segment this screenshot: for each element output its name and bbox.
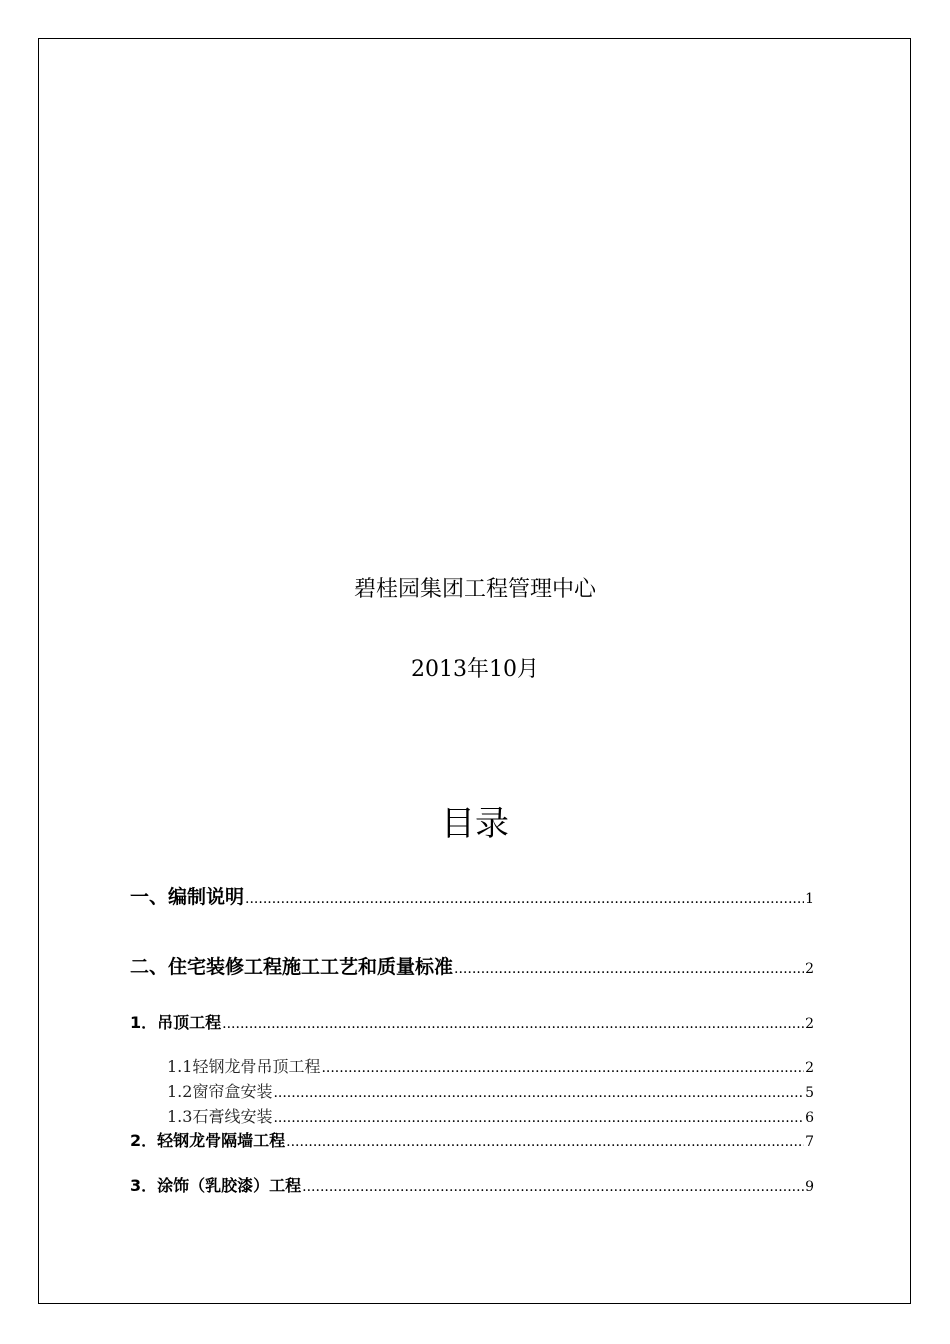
- toc-leader-dots: [302, 1179, 804, 1195]
- toc-entry-label: 3．涂饰（乳胶漆）工程: [130, 1176, 302, 1195]
- toc-entry-latex-paint[interactable]: [130, 1173, 814, 1196]
- toc-leader-dots: [222, 1016, 804, 1032]
- toc-entry-label: 一、编制说明: [130, 886, 245, 908]
- toc-entry-partition-wall[interactable]: [130, 1128, 814, 1151]
- toc-entry-label: 1.2窗帘盒安装: [167, 1082, 273, 1101]
- toc-entry-ceiling-works[interactable]: [130, 1010, 814, 1033]
- toc-leader-dots: [454, 961, 804, 977]
- toc-page-number: 9: [805, 1179, 814, 1195]
- organization-name: 碧桂园集团工程管理中心: [353, 577, 596, 602]
- toc-entry-label: 1．吊顶工程: [130, 1013, 222, 1032]
- toc-leader-dots: [245, 891, 804, 907]
- toc-page-number: 5: [805, 1085, 814, 1101]
- toc-entry-compilation-notes[interactable]: [130, 882, 814, 909]
- toc-entry-label: 二、住宅装修工程施工工艺和质量标准: [130, 956, 454, 978]
- toc-page-number: 6: [805, 1110, 814, 1126]
- toc-leader-dots: [273, 1110, 804, 1126]
- toc-entry-label: 1.1轻钢龙骨吊顶工程: [167, 1057, 321, 1076]
- toc-page-number: 7: [805, 1134, 814, 1150]
- toc-page-number: 1: [805, 891, 814, 907]
- toc-leader-dots: [286, 1134, 804, 1150]
- toc-entry-light-steel-ceiling[interactable]: [167, 1054, 814, 1077]
- toc-entry-gypsum-line[interactable]: [167, 1104, 814, 1127]
- toc-entry-curtain-box[interactable]: [167, 1079, 814, 1102]
- toc-entry-label: 1.3石膏线安装: [167, 1107, 273, 1126]
- toc-page-number: 2: [805, 961, 814, 977]
- toc-entry-label: 2．轻钢龙骨隔墙工程: [130, 1131, 286, 1150]
- toc-leader-dots: [273, 1085, 804, 1101]
- document-date: 2013年10月: [411, 657, 539, 682]
- toc-entry-construction-standards[interactable]: [130, 952, 814, 979]
- toc-page-number: 2: [805, 1060, 814, 1076]
- toc-title: 目录: [441, 804, 509, 844]
- toc-leader-dots: [321, 1060, 804, 1076]
- toc-page-number: 2: [805, 1016, 814, 1032]
